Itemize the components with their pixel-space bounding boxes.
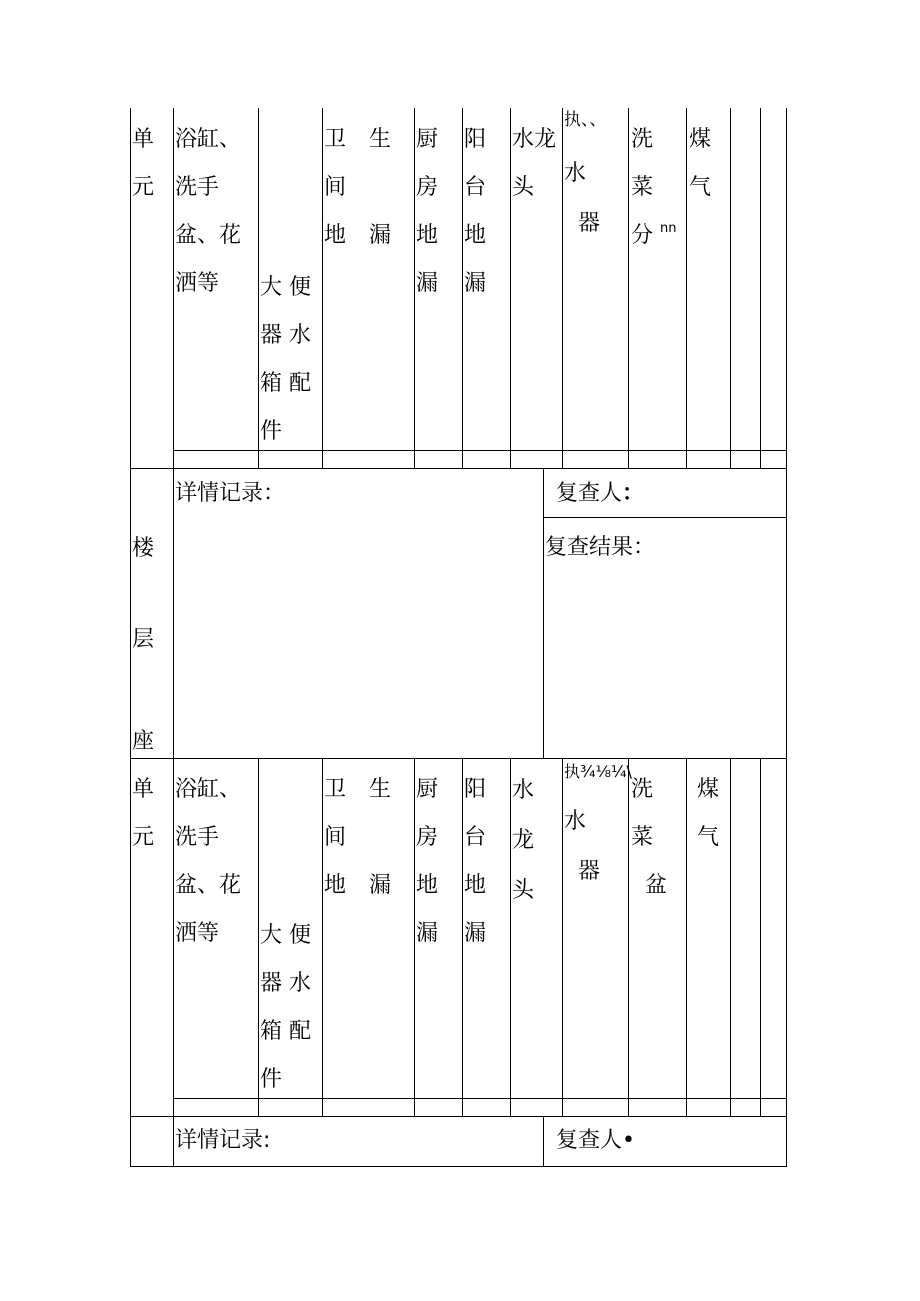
water-heater-label: 水 bbox=[564, 809, 587, 834]
grid-line bbox=[173, 468, 174, 758]
grid-line bbox=[322, 108, 323, 468]
faucet-label: 水龙 头 bbox=[512, 127, 557, 200]
grid-line bbox=[130, 108, 131, 1166]
unit-label: 单 元 bbox=[132, 777, 155, 850]
toilet-tank-fittings-label: 大 便 器 水 箱 配 件 bbox=[260, 275, 311, 444]
detail-record-label: 详情记录： bbox=[175, 481, 286, 506]
building-label: 座 bbox=[132, 729, 155, 754]
kitchen-floor-drain-label: 厨 房 地 漏 bbox=[416, 777, 439, 946]
grid-line bbox=[510, 108, 511, 468]
grid-line bbox=[173, 1116, 174, 1166]
grid-line bbox=[730, 108, 731, 468]
grid-line bbox=[258, 108, 259, 468]
bathroom-floor-drain-label-2: 生 漏 bbox=[369, 127, 392, 248]
grid-line bbox=[173, 758, 174, 1116]
grid-line bbox=[130, 468, 787, 469]
grid-line bbox=[258, 758, 259, 1116]
grid-line bbox=[173, 108, 174, 468]
grid-line bbox=[130, 758, 787, 759]
grid-line bbox=[628, 758, 629, 1116]
water-heater-label-top: 执¾⅛¼\ bbox=[564, 762, 632, 781]
bathroom-floor-drain-label: 卫 间 地 bbox=[324, 777, 347, 898]
bathtub-basin-shower-label: 浴缸、 洗手 盆、花 洒等 bbox=[175, 127, 242, 296]
grid-line bbox=[686, 108, 687, 468]
water-heater-label-2: 器 bbox=[578, 859, 601, 884]
detail-record-label: 详情记录: bbox=[175, 1128, 271, 1153]
grid-line bbox=[322, 758, 323, 1116]
grid-line bbox=[760, 108, 761, 468]
reviewer-label: 复查人• bbox=[556, 1128, 635, 1153]
toilet-tank-fittings-label: 大 便 器 水 箱 配 件 bbox=[260, 923, 311, 1092]
reviewer-colon: ： bbox=[622, 481, 645, 506]
sink-label: 洗 菜 分 bbox=[631, 127, 654, 248]
grid-line bbox=[462, 758, 463, 1116]
water-heater-label-top: 执、、 bbox=[564, 110, 607, 130]
water-heater-label: 水 bbox=[564, 161, 587, 186]
grid-line bbox=[510, 758, 511, 1116]
grid-line bbox=[543, 1116, 544, 1166]
grid-line bbox=[462, 108, 463, 468]
floor-label: 楼 bbox=[132, 536, 155, 561]
grid-line bbox=[786, 108, 787, 1166]
grid-line bbox=[130, 1166, 787, 1167]
grid-line bbox=[730, 758, 731, 1116]
balcony-floor-drain-label: 阳 台 地 漏 bbox=[464, 127, 487, 296]
sink-label-3: 盆 bbox=[645, 873, 668, 898]
sink-label-suffix: nn bbox=[660, 221, 677, 236]
gas-label: 煤 气 bbox=[689, 127, 712, 200]
grid-line bbox=[414, 108, 415, 468]
faucet-label: 水 龙 头 bbox=[512, 778, 535, 903]
water-heater-label-2: 器 bbox=[578, 211, 601, 236]
grid-line bbox=[562, 108, 563, 468]
balcony-floor-drain-label: 阳 台 地 漏 bbox=[464, 777, 487, 946]
sink-label: 洗 菜 bbox=[631, 777, 654, 850]
grid-line bbox=[414, 758, 415, 1116]
gas-label: 煤 气 bbox=[697, 777, 720, 850]
grid-line bbox=[760, 758, 761, 1116]
bathroom-floor-drain-label-2: 生 漏 bbox=[369, 777, 392, 898]
grid-line bbox=[562, 758, 563, 1116]
review-result-label: 复查结果： bbox=[545, 535, 656, 560]
reviewer-label: 复查人： bbox=[556, 481, 645, 506]
bathroom-floor-drain-label: 卫 间 地 bbox=[324, 127, 347, 248]
unit-label: 单 元 bbox=[132, 127, 155, 200]
grid-line bbox=[628, 108, 629, 468]
grid-line bbox=[543, 468, 544, 758]
kitchen-floor-drain-label: 厨 房 地 漏 bbox=[416, 127, 439, 296]
bathtub-basin-shower-label: 浴缸、 洗手 盆、花 洒等 bbox=[175, 777, 242, 946]
level-label: 层 bbox=[132, 627, 155, 652]
grid-line bbox=[686, 758, 687, 1116]
